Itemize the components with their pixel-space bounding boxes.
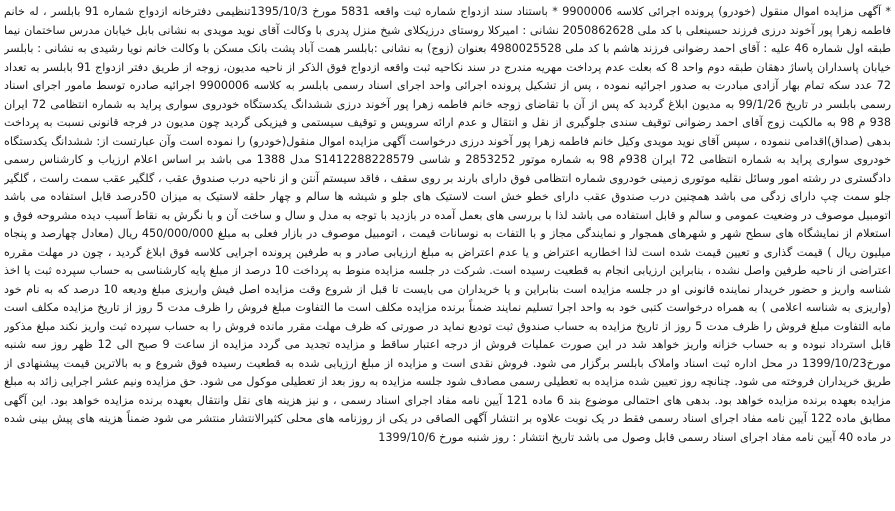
auction-notice-text: * آگهی مزایده اموال منقول (خودرو) پرونده اجرائی کلاسه 9900006 * باستناد سند ازدواج شماره ثبت واقعه 5831 مورخ 1395/10/3تنظیمی دفترخانه ازدواج شماره 91 بابلسر ، له خانم فاطمه زهرا پور آخوند درزی فرزند حسینعلی با کد ملی 2050862628 نشانی : امیرکلا روستای درزیکلای شیخ منزل پدری با وکالت آقای نوید مویدی به نشانی بابل خیابان مدرس ساختمان نیما طبقه اول شماره 46 علیه : آقای احمد رضوانی فرزند هاشم با کد ملی 4980025528 بعنوان (زوج) به نشانی :بابلسر همت آباد پشت بانک مسکن با وکالت خانم نویا رشیدی به نشانی : بابلسر خیابان پاسداران پاساژ دهقان طبقه دوم واحد 8 که بعلت عدم پرداخت مهریه مندرج در سند نکاحیه ثبت واقعه ازدواج فوق الذکر از ناحیه مدیون، زوجه از طریق دفتر ازدواج 91 بابلسر به تعداد 72 عدد سکه تمام بهار آزادی مبادرت به صدور اجرائیه نموده ، پس از تشکیل پرونده اجرائی واحد اجرای اسناد رسمی بابلسر به کلاسه 9900006 اجرائیه صادره توسط مامور اجرای اسناد رسمی بابلسر در تاریخ 99/1/26 به مدیون ابلاغ گردید که پس از آن با تقاضای زوجه خانم فاطمه زهرا پور آخوند درزی ششدانگ یکدستگاه خودروی سواری پراید به شماره انتظامی 72 ایران 938 م 98 به مالکیت زوج آقای احمد رضوانی توقیف سندی جلوگیری از نقل و انتقال و عدم ارائه سرویس و توقیف سیستمی و فیزیکی گردید چون مدیون در فرجه قانونی نسبت به پرداخت بدهی (صداق)اقدامی ننموده ، سپس آقای نوید مویدی وکیل خانم فاطمه زهرا پور آخوند درزی درخواست آگهی مزایده اموال منقول(خودرو) را نموده است وآن عبارتست از: ششدانگ یکدستگاه خودروی سواری پراید به شماره انتظامی 72 ایران 938م 98 به شماره موتور 2853252 و شاسی S1412288228579 مدل 1388 می باشد بر اساس اعلام ارزیاب و کارشناس رسمی دادگستری در رشته امور وسائل نقلیه موتوری زمینی خودروی شماره انتظامی فوق دارای بارند بر روی سقف ، فاقد سیستم آنتن و از ناحیه درب صندوق عقب ، گلگیر عقب سمت راست ، گلگیر جلو سمت چپ دارای زدگی می باشد همچنین درب صندوق عقب دارای خطو خش است لاستیک های جلو و شیشه ها سالم و چهار حلقه لاستیک به میزان 50درصد قابل استفاده می باشد اتومبیل موصوف در وضعیت عمومی و سالم و قابل استفاده می باشد لذا با بررسی های بعمل آمده در بازدید با توجه به مدل و سال و ساخت آن و با نگرش به نقاط آسیب دیده مشروحه فوق و استعلام از نمایشگاه های سطح شهر و شهرهای همجوار و نمایندگی مجاز و با التفات به نوسانات قیمت ، اتومبیل موصوف در بازار فعلی به مبلغ 450/000/000 ریال (معادل چهارصد و پنجاه میلیون ریال ) قیمت گذاری و تعیین قیمت شده است لذا اخطاریه اعتراض و یا عدم اعتراض به مبلغ ارزیابی صادر و به طرفین پرونده اجرایی کلاسه فوق ابلاغ گردید ، چون در مهلت مقرره اعتراضی از ناحیه طرفین واصل نشده ، بنابراین ارزیابی انجام به قطعیت رسیده است. شرکت در جلسه مزایده منوط به پرداخت 10 درصد از مبلغ پایه کارشناسی به حساب سپرده ثبت یا اخذ شناسه واریز و حضور خریدار نماینده قانونی او در جلسه مزایده است بنابراین و یا خریداران می بایست تا قبل از شروع وقت مزایده اصل فیش واریزی مبلغ ودیعه 10 درصد که به نام خود (واریزی به شناسه اعلامی ) به همراه درخواست کتبی خود به واحد اجرا تسلیم نمایند ضمناً برنده مزایده مکلف است ما التفاوت مبلغ فروش را ظرف مدت 5 روز از تاریخ مزایده مکلف است مابه التفاوت مبلغ فروش را ظرف مدت 5 روز از تاریخ مزایده به حساب صندوق ثبت تودیع نماید در صورتی که ظرف مهلت مقرر مانده فروش را به حساب سپرده ثبت واریز نکند مبلغ مذکور قابل استرداد نبوده و به حساب خزانه واریز خواهد شد در این صورت عملیات فروش از درجه اعتبار ساقط و مزایده تجدید می گردد مزایده از ساعت 9 صبح الی 12 ظهر روز سه شنبه مورخ1399/10/23 در محل اداره ثبت اسناد واملاک بابلسر برگزار می شود. فروش نقدی است و مزایده از مبلغ ارزیابی شده به قطعیت رسیده فوق شروع و به بالاترین قیمت پیشنهادی از طریق خریداران فروخته می شود. چنانچه روز تعیین شده مزایده به تعطیلی رسمی مصادف شود جلسه مزایده به روز بعد از تعطیلی موکول می شود. حق مزایده ونیم عشر اجرایی زائد به مبلغ مزایده بعهده برنده مزایده خواهد بود. بدهی های احتمالی موضوع بند 6 ماده 121 آیین نامه مفاد اجرای اسناد رسمی ، و نیز هزینه های نقل وانتقال بعهده برنده مزایده خواهد بود. این آگهی مطابق ماده 122 آیین نامه مفاد اجرای اسناد رسمی فقط در یک نوبت علاوه بر انتشار آگهی الصاقی در یکی از روزنامه های محلی کثیرالانتشار منتشر می شود ضمناً هزینه های پیش بینی شده در ماده 40 آیین نامه مفاد اجرای اسناد رسمی قابل وصول می باشد تاریخ انتشار : روز شنبه مورخ 1399/10/6 — [4, 5, 891, 444]
